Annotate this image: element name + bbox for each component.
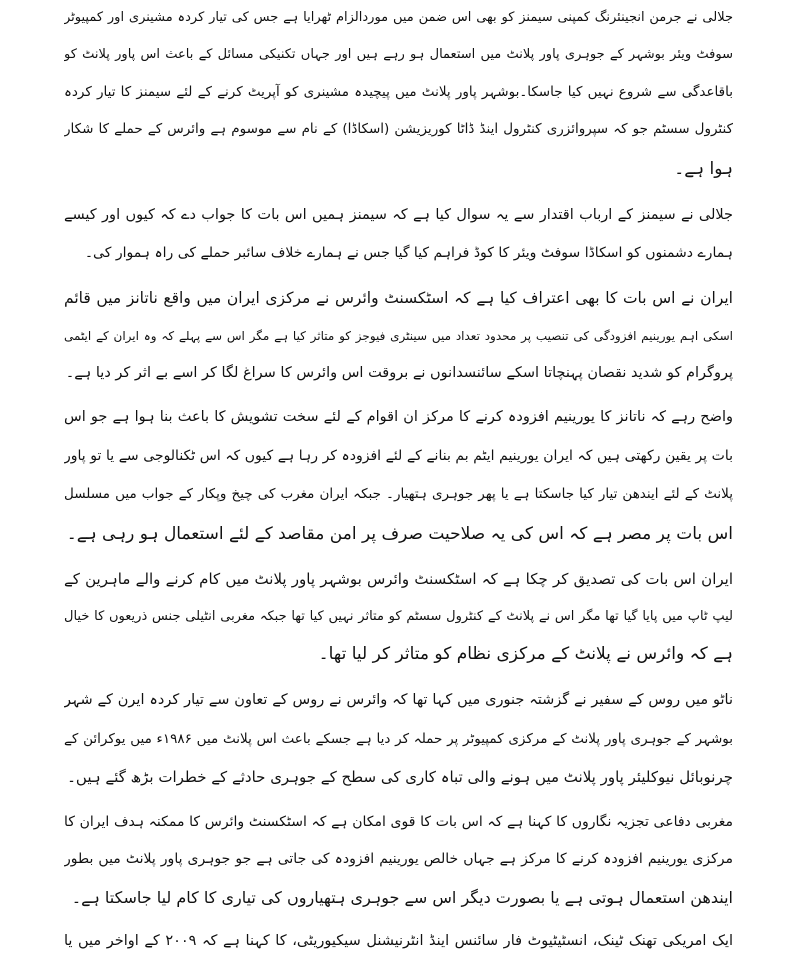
paragraph-6-line-1: ناٹو میں روس کے سفیر نے گزشتہ جنوری میں کہا تھا کہ وائرس نے روس کے تعاون سے تیار کردہ ایرن کے شہر xyxy=(64,692,733,708)
paragraph-3-line-3: پروگرام کو شدید نقصان پہنچاتا اسکے سائنسدانوں نے بروقت اس وائرس کا سراغ لگا کر اسے بے اثر کر دیا ہے۔ xyxy=(65,365,733,381)
paragraph-5-line-2: لیپ ٹاپ میں پایا گیا تھا مگر اس نے پلانٹ کے کنٹرول سسٹم کو متاثر نہیں کیا تھا جبکہ مغربی انٹیلی جنس ذریعوں کا خیال xyxy=(64,609,733,624)
paragraph-6-line-3: چرنوبائل نیوکلیئر پاور پلانٹ میں ہونے والی تباہ کاری کی سطح کے جوہری حادثے کے خطرات بڑھ گئے ہیں۔ xyxy=(67,768,733,786)
paragraph-1-line-2: سوفٹ ویئر بوشہر کے جوہری پاور پلانٹ میں استعمال ہو رہے ہیں اور جہاں تکنیکی مسائل کے باعث اس پاور پلانٹ کو xyxy=(64,47,733,62)
paragraph-4-line-4: اس بات پر مصر ہے کہ اس کی یہ صلاحیت صرف پر امن مقاصد کے لئے استعمال ہو رہی ہے۔ xyxy=(66,524,733,544)
paragraph-2-line-1: جلالی نے سیمنز کے ارباب اقتدار سے یہ سوال کیا ہے کہ سیمنز ہمیں اس بات کا جواب دے کہ کیوں اور کیسے xyxy=(64,207,733,223)
paragraph-1-line-5: ہوا ہے۔ xyxy=(674,159,733,179)
paragraph-1-line-4: کنٹرول سسٹم جو کہ سپروائزری کنٹرول اینڈ ڈاٹا کوریزیشن (اسکاڈا) کے نام سے موسوم ہے وائرس کے حملے کا شکار xyxy=(64,121,733,137)
paragraph-4-line-3: پلانٹ کے لئے ایندھن تیار کیا جاسکتا ہے یا پھر جوہری ہتھیار۔ جبکہ ایران مغرب کی چیخ وپکار کے جواب میں مسلسل xyxy=(64,486,733,502)
paragraph-5-line-3: ہے کہ وائرس نے پلانٹ کے مرکزی نظام کو متاثر کر لیا تھا۔ xyxy=(318,644,733,664)
paragraph-7-line-1: مغربی دفاعی تجزیہ نگاروں کا کہنا ہے کہ اس بات کا قوی امکان ہے کہ اسٹکسنٹ وائرس کا ممکنہ ہدف ایران کا xyxy=(64,814,733,830)
paragraph-1-line-3: باقاعدگی سے شروع نہیں کیا جاسکا۔بوشہر پاور پلانٹ میں پیچیدہ مشینری کو آپریٹ کرنے کے لئے سیمنز کا تیار کردہ xyxy=(64,84,733,100)
paragraph-7-line-3: ایندھن استعمال ہوتی ہے یا بصورت دیگر اس سے جوہری ہتھیاروں کی تیاری کا کام لیا جاسکتا ہے۔ xyxy=(71,888,733,907)
paragraph-1-line-1: جلالی نے جرمن انجینئرنگ کمپنی سیمنز کو بھی اس ضمن میں موردالزام ٹھرایا ہے جس کی تیار کردہ مشینری اور کمپیوٹر xyxy=(64,10,733,25)
paragraph-4-line-2: بات پر یقین رکھتی ہیں کہ ایران یورینیم ایٹم بم بنانے کے لئے افزودہ کر رہا ہے کیوں کہ اس ٹکنالوجی سے یا تو پاور xyxy=(64,448,733,464)
paragraph-6-line-2: بوشہر کے جوہری پاور پلانٹ کے مرکزی کمپیوٹر پر حملہ کر دیا ہے جسکے باعث اس پلانٹ میں ۱۹۸۶ء میں یوکرائن کے xyxy=(64,731,733,747)
paragraph-8-line-1: ایک امریکی تھنک ٹینک، انسٹیٹیوٹ فار سائنس اینڈ انٹرنیشنل سیکیوریٹی، کا کہنا ہے کہ ۲۰۰۹ کے اواخر میں یا xyxy=(64,933,733,949)
paragraph-3-line-1: ایران نے اس بات کا بھی اعتراف کیا ہے کہ اسٹکسنٹ وائرس نے مرکزی ایران میں واقع ناتانز میں قائم xyxy=(64,289,733,307)
paragraph-4-line-1: واضح رہے کہ ناتانز کا یورینیم افزودہ کرنے کا مرکز ان اقوام کے لئے سخت تشویش کا باعث بنا ہوا ہے جو اس xyxy=(64,409,733,425)
paragraph-7-line-2: مرکزی یورینیم افزودہ کرنے کا مرکز ہے جہاں خالص یورینیم افزودہ کی جاتی ہے جو جوہری پاور پلانٹ میں بطور xyxy=(64,851,733,867)
paragraph-2-line-2: ہمارے دشمنوں کو اسکاڈا سوفٹ ویئر کا کوڈ فراہم کیا گیا جس نے ہمارے خلاف سائبر حملے کی راہ ہموار کی۔ xyxy=(84,245,733,261)
paragraph-5-line-1: ایران اس بات کی تصدیق کر چکا ہے کہ اسٹکسنٹ وائرس بوشہر پاور پلانٹ میں کام کرنے والے ماہرین کے xyxy=(64,570,733,588)
paragraph-3-line-2: اسکی اہم یورینیم افزودگی کی تنصیب پر محدود تعداد میں سینٹری فیوجز کو متاثر کیا ہے مگر اس سے پہلے کہ وہ ایران کے ایٹمی xyxy=(64,329,733,343)
